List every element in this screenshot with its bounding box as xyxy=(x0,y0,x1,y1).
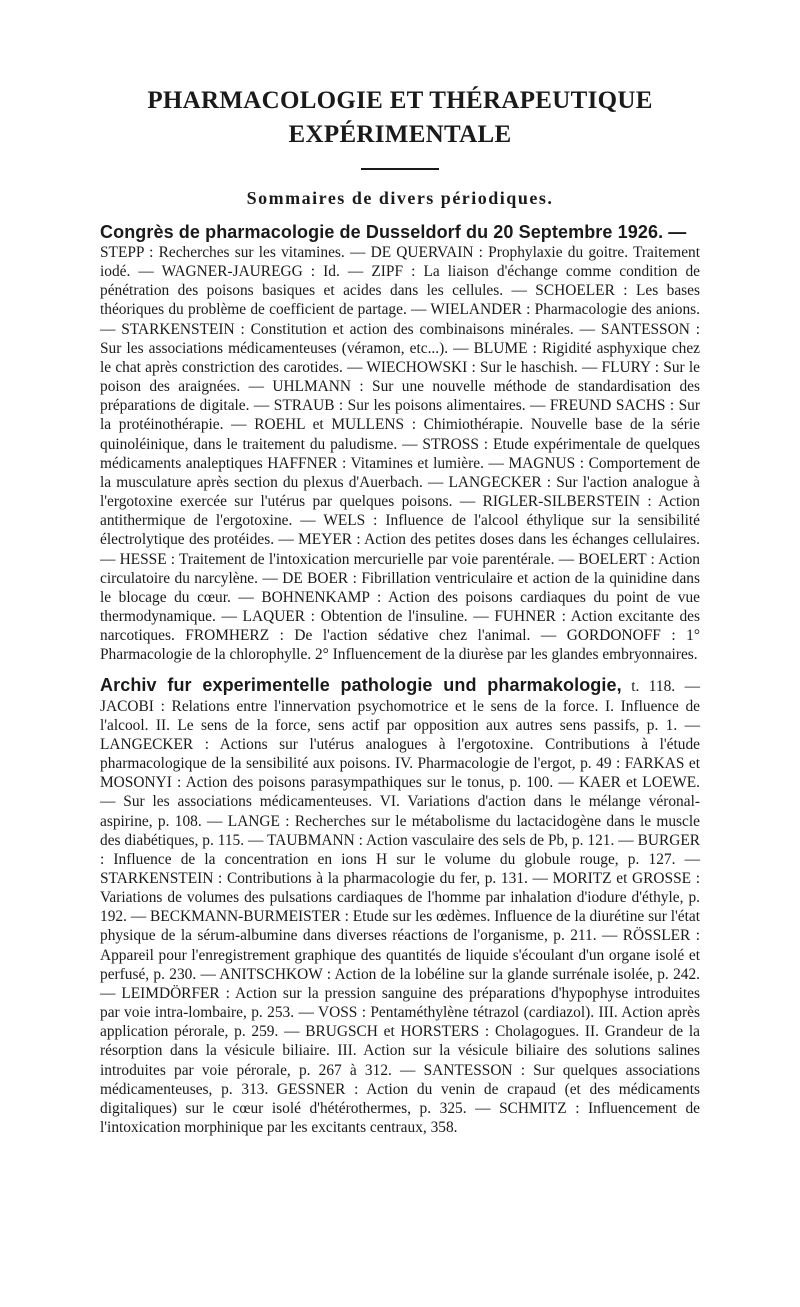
document-page xyxy=(0,84,800,1307)
title-line-1: PHARMACOLOGIE ET THÉRAPEUTIQUE xyxy=(147,87,653,114)
archiv-text: JACOBI : Relations entre l'innervation psychomotrice et le sens de la force. I. Influence de l'alcool. II. Le sens de la force, sens actif par opposition aux autres sens passifs, p. 1. — LANGECKER : Actions sur l'utérus analogues à l'ergotoxine. Contributions à l'étude pharmacologique de la sensibilité aux poisons. IV. Pharmacologie de l'ergot, p. 49 : FARKAS et MOSONYI : Action des poisons parasympathiques sur le tonus, p. 100. — KAER et LOEWE. — Sur les associations médicamenteuses. VI. Variations d'action dans le mélange véronal-aspirine, p. 108. — LANGE : Recherches sur le métabolisme du lactacidogène dans le muscle des diabétiques, p. 115. — TAUBMANN : Action vasculaire des sels de Pb, p. 121. — BURGER : Influence de la concentration en ions H sur le volume du globule rouge, p. 127. — STARKENSTEIN : Contributions à la pharmacologie du fer, p. 131. — MORITZ et GROSSE : Variations de volumes des pulsations cardiaques de l'homme par inhalation d'iodure d'éthyle, p. 192. — BECKMANN-BURMEISTER : Etude sur les œdèmes. Influence de la diurétine sur l'état physique de la sérum-albumine dans diverses réactions de l'organisme, p. 211. — RÖSSLER : Appareil pour l'enregistrement graphique des quantités de liquide s'écoulant d'un organe isolé et perfusé, p. 230. — ANITSCHKOW : Action de la lobéline sur la glande surrénale isolée, p. 242. — LEIMDÖRFER : Action sur la pression sanguine des préparations d'hypophyse introduites par voie intra-lombaire, p. 253. — VOSS : Pentaméthylène tétrazol (cardiazol). III. Action après application pérorale, p. 259. — BRUGSCH et HORSTERS : Cholagogues. II. Grandeur de la résorption dans la vésicule biliaire. III. Action sur la vésicule biliaire des solutions salines introduites par voie pérorale, p. 267 à 312. — SANTESSON : Sur quelques associations médicamenteuses, p. 313. GESSNER : Action du venin de crapaud (et des médicaments digitaliques) sur le cœur isolé d'hétérothermes, p. 325. — SCHMITZ : Influencement de l'intoxication morphinique par les excitants centraux, 358. xyxy=(100,697,700,1137)
archiv-paragraph xyxy=(100,674,700,1137)
title-divider xyxy=(361,168,439,170)
congres-text: STEPP : Recherches sur les vitamines. — DE QUERVAIN : Prophylaxie du goitre. Traitement iodé. — WAGNER-JAUREGG : Id. — ZIPF : La liaison d'échange comme condition de pénétration des poisons basiques et acides dans les cellules. — SCHOELER : Les bases théoriques du problème de coefficient de partage. — WIELANDER : Pharmacologie des anions. — STARKENSTEIN : Constitution et action des combinaisons minérales. — SANTESSON : Sur les associations médicamenteuses (véramon, etc...). — BLUME : Rigidité asphyxique chez le chat après constriction des carotides. — WIECHOWSKI : Sur le haschish. — FLURY : Sur le poison des araignées. — UHLMANN : Sur une nouvelle méthode de standardisation des préparations de digitale. — STRAUB : Sur les poisons alimentaires. — FREUND SACHS : Sur la protéinothérapie. — ROEHL et MULLENS : Chimiothérapie. Nouvelle base de la série quinoléinique, dans le traitement du paludisme. — STROSS : Etude expérimentale de quelques médicaments analeptiques HAFFNER : Vitamines et lumière. — MAGNUS : Comportement de la musculature après section du plexus d'Auerbach. — LANGECKER : Sur l'action analogue à l'ergotoxine exercée sur l'utérus par quelques poisons. — RIGLER-SILBERSTEIN : Action antithermique de l'ergotoxine. — WELS : Influence de l'alcool éthylique sur la sensibilité électrolytique des protéides. — MEYER : Action des petites doses dans les échanges cellulaires. — HESSE : Traitement de l'intoxication mercurielle par voie parentérale. — BOELERT : Action circulatoire du narcylène. — DE BOER : Fibrillation ventriculaire et action de la quinidine dans le blocage du cœur. — BOHNENKAMP : Action des poisons cardiaques du point de vue thermodynamique. — LAQUER : Obtention de l'insuline. — FUHNER : Action excitante des narcotiques. FROMHERZ : De l'action sédative chez l'animal. — GORDONOFF : 1° Pharmacologie de la chlorophylle. 2° Influencement de la diurèse par les glandes embryonnaires. xyxy=(100,244,700,664)
archiv-heading: Archiv fur experimentelle pathologie und pharmakologie, xyxy=(100,675,622,696)
archiv-section xyxy=(100,674,700,1137)
congres-heading: Congrès de pharmacologie de Dusseldorf du 20 Septembre 1926. — xyxy=(100,222,687,242)
title-line-2: EXPÉRIMENTALE xyxy=(288,121,512,148)
section-subtitle: Sommaires de divers périodiques. xyxy=(246,188,554,208)
page-title xyxy=(100,84,700,152)
congres-section xyxy=(100,221,700,664)
archiv-heading-suffix: t. 118. — xyxy=(621,678,701,696)
